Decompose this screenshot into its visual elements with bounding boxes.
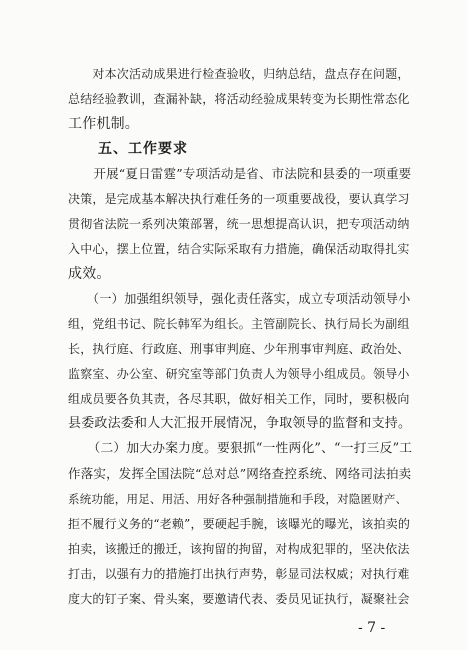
body-line: 系统功能，用足、用活、用好各种强制措施和手段，对隐匿财产、	[68, 492, 408, 506]
section-heading: 五、工作要求	[68, 141, 188, 157]
body-line: 拒不履行义务的“老赖”，要硬起手腕，该曝光的曝光，该拍卖的	[68, 517, 411, 531]
body-line: 工作机制。	[68, 116, 139, 132]
body-line: （二）加大办案力度。要狠抓“一性两化”、“一打三反”工	[68, 441, 413, 456]
body-line: 作落实，发挥全国法院“总对总”网络查控系统、网络司法拍卖	[68, 466, 412, 481]
body-line: 长，执行庭、行政庭、刑事审判庭、少年刑事审判庭、政治处、	[68, 342, 410, 356]
body-line: 成效。	[68, 266, 111, 282]
body-line: 度大的钉子案、骨头案，要邀请代表、委员见证执行，凝聚社会	[68, 592, 410, 606]
body-line: 总结经验教训，查漏补缺，将活动经验成果转变为长期性常态化	[68, 92, 410, 106]
body-line: 监察室、办公室、研究室等部门负责人为领导小组成员。领导小	[68, 367, 410, 381]
body-line: 开展“夏日雷霆”专项活动是省、市法院和县委的一项重要	[68, 166, 412, 181]
body-line: 决策，是完成基本解决执行难任务的一项重要战役，要认真学习	[68, 192, 410, 206]
body-line: 组，党组书记、院长韩军为组长。主管副院长、执行局长为副组	[68, 317, 410, 331]
body-line: 组成员要各负其责，各尽其职，做好相关工作，同时，要积极向	[68, 392, 410, 406]
body-line: 打击，以强有力的措施打出执行声势，彰显司法权威；对执行难	[68, 567, 410, 581]
body-line: 对本次活动成果进行检查验收，归纳总结，盘点存在问题，	[68, 67, 410, 81]
body-line: 入中心，摆上位置，结合实际采取有力措施，确保活动取得扎实	[68, 242, 410, 256]
body-line: 贯彻省法院一系列决策部署，统一思想提高认识，把专项活动纳	[68, 217, 410, 231]
page-number: - 7 -	[358, 620, 386, 636]
body-line: 县委政法委和人大汇报开展情况，争取领导的监督和支持。	[68, 416, 412, 431]
body-line: 拍卖，该搬迁的搬迁，该拘留的拘留，对构成犯罪的，坚决依法	[68, 542, 410, 556]
body-line: （一）加强组织领导，强化责任落实，成立专项活动领导小	[68, 292, 411, 306]
